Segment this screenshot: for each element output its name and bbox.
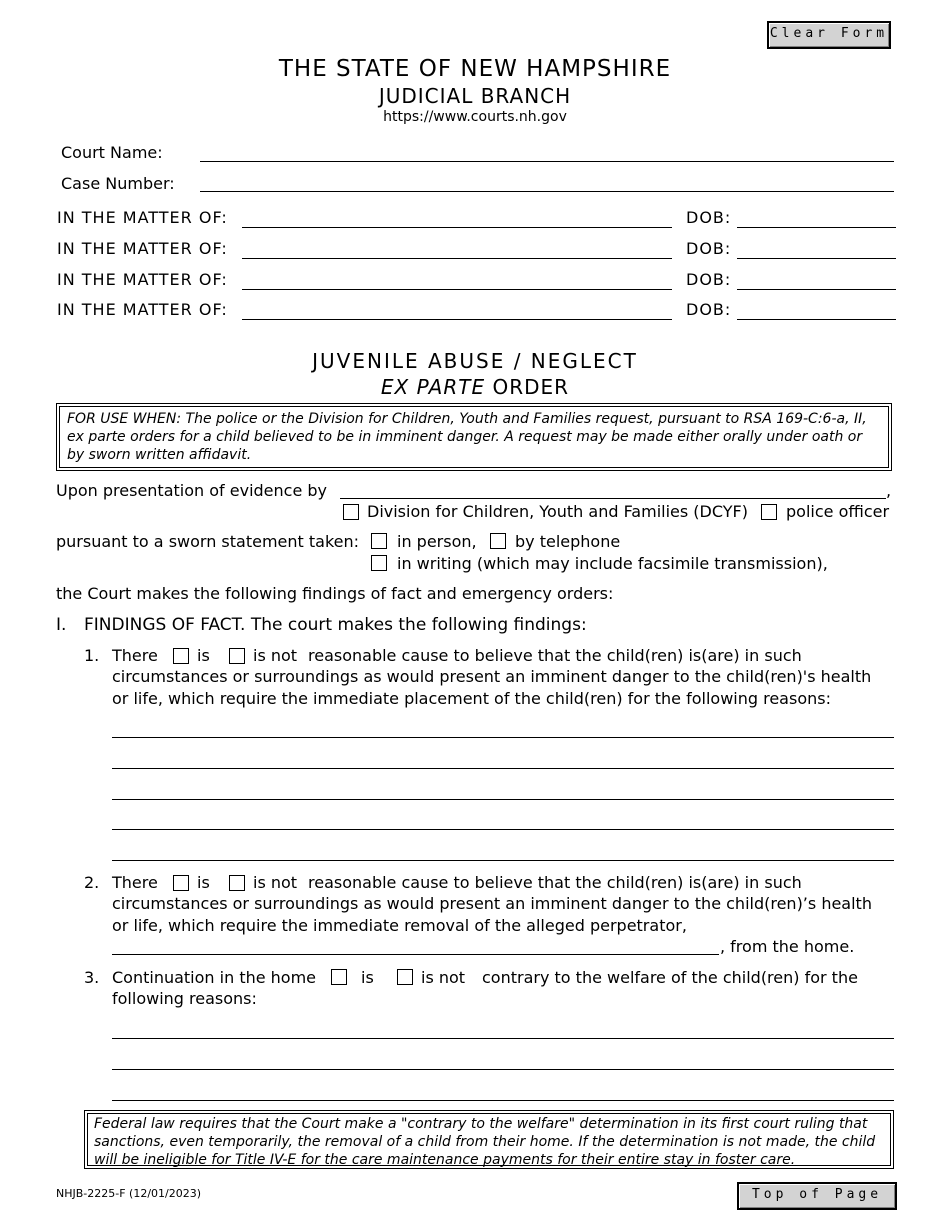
item-3-is-not-label: is not: [421, 968, 466, 987]
court-name-field[interactable]: [200, 161, 894, 162]
item-1-is-checkbox[interactable]: [173, 648, 189, 664]
form-id: NHJB-2225-F (12/01/2023): [56, 1187, 202, 1200]
item-3-reason-line[interactable]: [112, 1038, 894, 1039]
item-3-line-1: contrary to the welfare of the child(ren) for the: [482, 968, 858, 987]
item-1-reason-line[interactable]: [112, 799, 894, 800]
dob-label-1: DOB:: [686, 208, 732, 227]
item-2-line-2: circumstances or surroundings as would present an imminent danger to the child(ren)’s health: [112, 894, 872, 913]
presented-by-field[interactable]: [340, 498, 886, 499]
matter-field-3[interactable]: [242, 289, 672, 290]
matter-field-1[interactable]: [242, 227, 672, 228]
item-3-reason-line[interactable]: [112, 1069, 894, 1070]
item-2-number: 2.: [84, 873, 100, 892]
form-subtitle: [0, 375, 950, 399]
court-makes-text: the Court makes the following findings of fact and emergency orders:: [56, 584, 614, 603]
item-3-reason-line[interactable]: [112, 1100, 894, 1101]
dcyf-checkbox[interactable]: [343, 504, 359, 520]
dob-field-2[interactable]: [737, 258, 896, 259]
item-2-is-label: is: [197, 873, 210, 892]
item-2-there: There: [112, 873, 158, 892]
item-1-reason-line[interactable]: [112, 768, 894, 769]
item-2-is-checkbox[interactable]: [173, 875, 189, 891]
perpetrator-field[interactable]: [112, 954, 719, 955]
item-1-is-label: is: [197, 646, 210, 665]
pursuant-label: pursuant to a sworn statement taken:: [56, 532, 360, 551]
dob-label-4: DOB:: [686, 300, 732, 319]
item-2-is-not-checkbox[interactable]: [229, 875, 245, 891]
item-1-there: There: [112, 646, 158, 665]
in-person-checkbox[interactable]: [371, 533, 387, 549]
matter-field-2[interactable]: [242, 258, 672, 259]
case-number-label: Case Number:: [61, 174, 175, 193]
matter-label-1: IN THE MATTER OF:: [57, 208, 228, 227]
court-name-label: Court Name:: [61, 143, 163, 162]
item-1-reason-line[interactable]: [112, 829, 894, 830]
item-2-line-1: reasonable cause to believe that the child(ren) is(are) in such: [308, 873, 802, 892]
item-3-is-checkbox[interactable]: [331, 969, 347, 985]
dcyf-label: Division for Children, Youth and Families (DCYF): [367, 502, 748, 521]
item-1-number: 1.: [84, 646, 100, 665]
for-use-when-box: [56, 403, 892, 471]
item-1-reason-line[interactable]: [112, 860, 894, 861]
form-title: JUVENILE ABUSE / NEGLECT: [312, 349, 638, 373]
in-writing-label: in writing (which may include facsimile transmission),: [397, 554, 828, 573]
matter-field-4[interactable]: [242, 319, 672, 320]
section-numeral: I.: [56, 615, 67, 635]
federal-note-box: [84, 1110, 894, 1169]
item-1-is-not-checkbox[interactable]: [229, 648, 245, 664]
item-3-line-2: following reasons:: [112, 989, 257, 1008]
dob-field-3[interactable]: [737, 289, 896, 290]
item-2-from-home: , from the home.: [720, 937, 855, 956]
item-1-is-not-label: is not: [253, 646, 298, 665]
dob-label-3: DOB:: [686, 270, 732, 289]
in-person-label: in person,: [397, 532, 477, 551]
court-url: https://www.courts.nh.gov: [383, 109, 567, 125]
by-telephone-label: by telephone: [515, 532, 621, 551]
order-text: ORDER: [485, 375, 570, 399]
matter-label-2: IN THE MATTER OF:: [57, 239, 228, 258]
dob-field-1[interactable]: [737, 227, 896, 228]
by-telephone-checkbox[interactable]: [490, 533, 506, 549]
federal-note-text: Federal law requires that the Court make a "contrary to the welfare" determination in its first court ruling that sanctions, even temporarily, the removal of a child from their home. If the determination is not made, the child will be ineligible for Title IV-E for the care maintenance payments for their entire stay in foster care.: [87, 1113, 891, 1166]
state-title: THE STATE OF NEW HAMPSHIRE: [278, 56, 672, 82]
item-2-is-not-label: is not: [253, 873, 298, 892]
item-1-line-3: or life, which require the immediate placement of the child(ren) for the following reasons:: [112, 689, 831, 708]
ex-parte-text: EX PARTE: [380, 375, 486, 399]
dob-field-4[interactable]: [737, 319, 896, 320]
findings-heading: FINDINGS OF FACT. The court makes the following findings:: [84, 615, 587, 635]
in-writing-checkbox[interactable]: [371, 555, 387, 571]
item-3-number: 3.: [84, 968, 100, 987]
dob-label-2: DOB:: [686, 239, 732, 258]
clear-form-button[interactable]: Clear Form: [767, 21, 891, 49]
branch-title: JUDICIAL BRANCH: [378, 84, 572, 108]
item-2-line-3: or life, which require the immediate removal of the alleged perpetrator,: [112, 916, 687, 935]
top-of-page-button[interactable]: Top of Page: [737, 1182, 897, 1210]
matter-label-3: IN THE MATTER OF:: [57, 270, 228, 289]
item-3-is-not-checkbox[interactable]: [397, 969, 413, 985]
comma: ,: [886, 481, 892, 500]
item-3-is-label: is: [361, 968, 374, 987]
item-1-reason-line[interactable]: [112, 737, 894, 738]
upon-presentation-label: Upon presentation of evidence by: [56, 481, 327, 500]
item-3-continuation: Continuation in the home: [112, 968, 317, 987]
police-checkbox[interactable]: [761, 504, 777, 520]
case-number-field[interactable]: [200, 191, 894, 192]
item-1-line-1: reasonable cause to believe that the child(ren) is(are) in such: [308, 646, 802, 665]
police-label: police officer: [786, 502, 890, 521]
for-use-when-text: FOR USE WHEN: The police or the Division for Children, Youth and Families request, pursuant to RSA 169-C:6-a, II, ex parte orders for a child believed to be in imminent danger. A request may be made either orally under oath or by sworn written affidavit.: [59, 406, 889, 468]
matter-label-4: IN THE MATTER OF:: [57, 300, 228, 319]
item-1-line-2: circumstances or surroundings as would present an imminent danger to the child(ren)'s health: [112, 667, 872, 686]
